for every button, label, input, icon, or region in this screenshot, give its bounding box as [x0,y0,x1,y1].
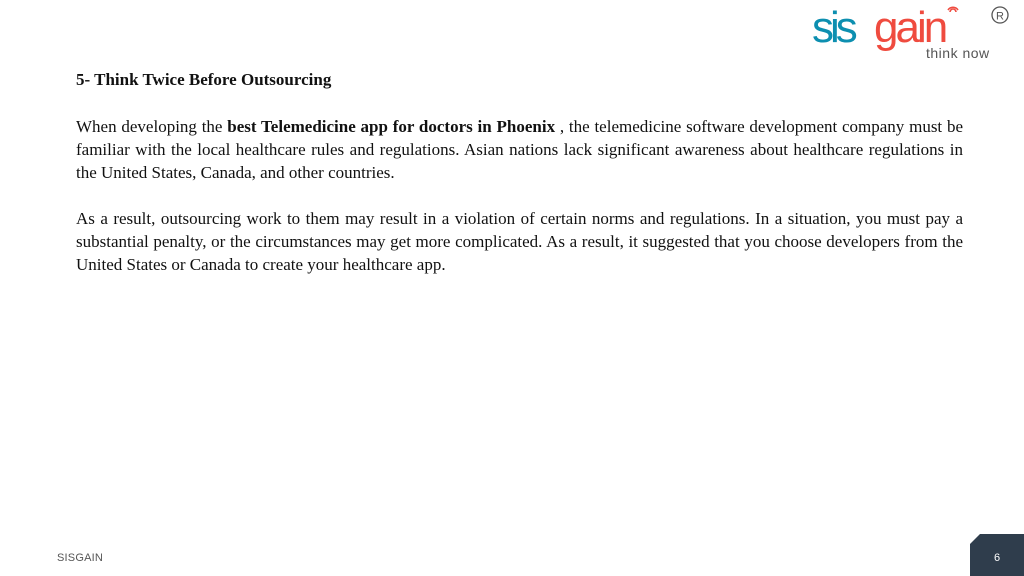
svg-text:sis: sis [812,3,854,52]
paragraph-1-bold-phrase: best Telemedicine app for doctors in Phoenix [227,117,556,136]
paragraph-1-lead: When developing the [76,117,228,136]
svg-text:R: R [996,10,1004,23]
paragraph-2: As a result, outsourcing work to them may result in a violation of certain norms and regulations. In a situation, you must pay a substantial penalty, or the circumstances may get more complicated. As a result, it suggested that you choose developers from the United States or Canada to create your healthcare app. [76,209,963,274]
svg-text:think now: think now [926,45,990,61]
paragraph-1 [76,115,963,184]
main-content [76,68,963,299]
page-number: 6 [993,552,1001,564]
sisgain-logo-graphic [810,2,1010,64]
sisgain-logo [810,2,1010,64]
svg-text:gain: gain [874,3,946,52]
section-heading: 5- Think Twice Before Outsourcing [76,70,332,89]
footer-label: SISGAIN [57,552,104,564]
paragraph-1-rest: , the telemedicine software development company must be familiar with the local healthcare rules and regulations. Asian nations lack significant awareness about healthcare regulations in the United States, Canada, and other countries. [76,117,963,182]
